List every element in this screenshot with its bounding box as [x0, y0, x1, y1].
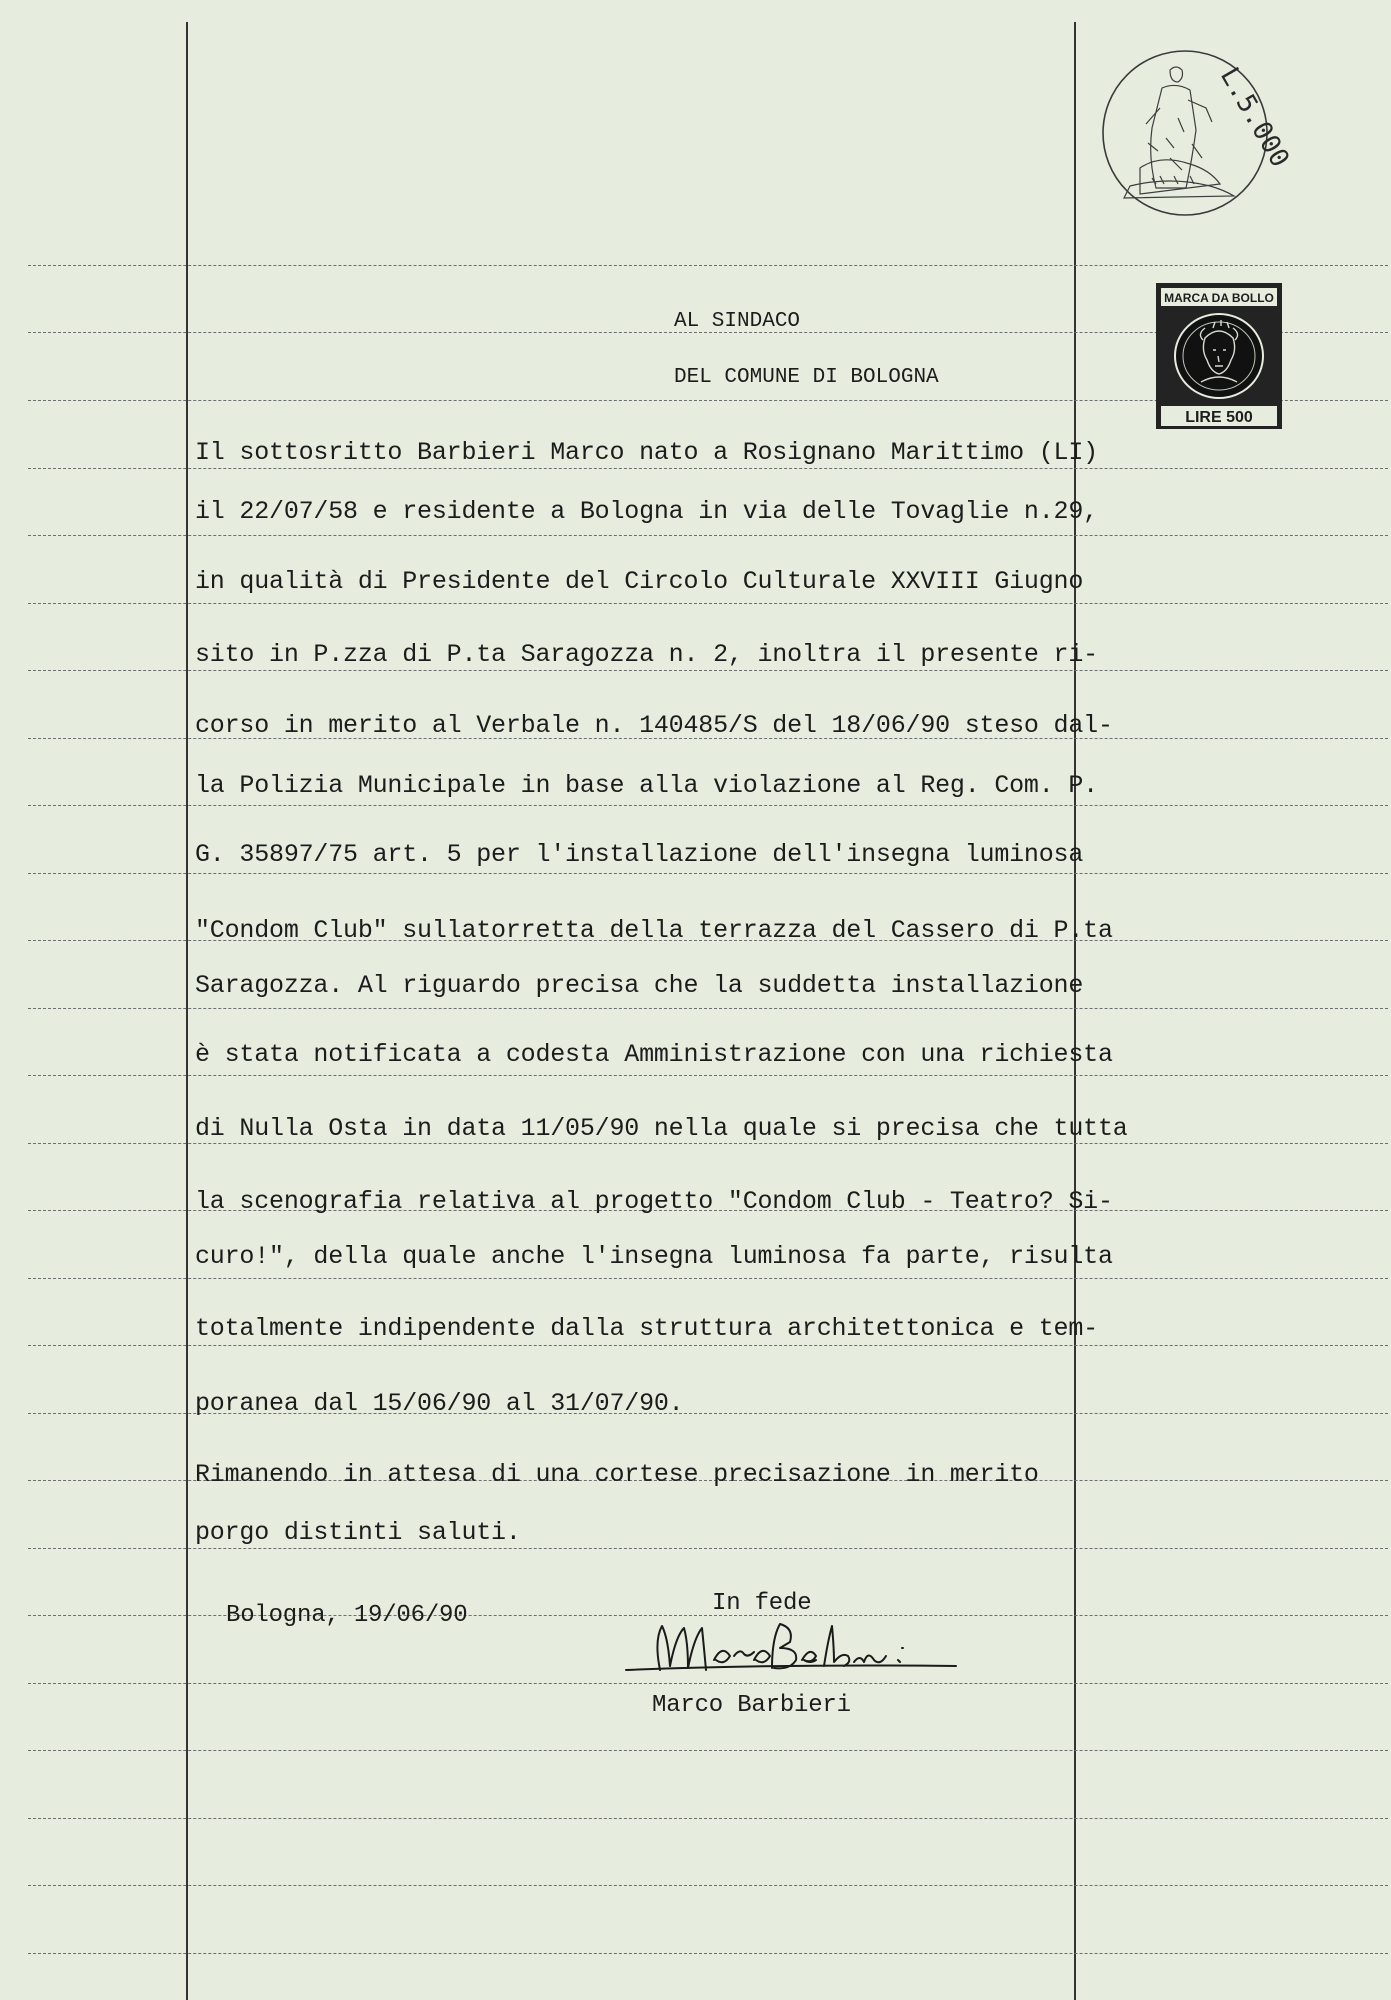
ruled-line	[28, 1548, 1388, 1549]
signer-name: Marco Barbieri	[652, 1692, 851, 1719]
body-line-1: Il sottosritto Barbieri Marco nato a Rosignano Marittimo (LI)	[195, 438, 1098, 467]
recipient-line-1: AL SINDACO	[674, 310, 801, 333]
ruled-line	[28, 1008, 1388, 1009]
marca-da-bollo-stamp	[1155, 282, 1283, 430]
ruled-line	[28, 1278, 1388, 1279]
marca-bollo-value: LIRE 500	[1185, 409, 1253, 426]
ruled-line	[28, 1143, 1388, 1144]
body-line-11: di Nulla Osta in data 11/05/90 nella quale si precisa che tutta	[195, 1114, 1128, 1143]
recipient-line-2: DEL COMUNE DI BOLOGNA	[674, 366, 939, 389]
ruled-line	[28, 1818, 1388, 1819]
place-date: Bologna, 19/06/90	[226, 1602, 468, 1629]
ruled-line	[28, 873, 1388, 874]
ruled-line	[28, 670, 1388, 671]
body-line-16: Rimanendo in attesa di una cortese precisazione in merito	[195, 1460, 1039, 1489]
ruled-line	[28, 805, 1388, 806]
body-line-12: la scenografia relativa al progetto "Condom Club - Teatro? Si-	[195, 1187, 1113, 1216]
body-line-5: corso in merito al Verbale n. 140485/S del 18/06/90 steso dal-	[195, 711, 1113, 740]
ruled-line	[28, 1075, 1388, 1076]
body-line-14: totalmente indipendente dalla struttura architettonica e tem-	[195, 1314, 1098, 1343]
revenue-stamp	[1100, 48, 1295, 218]
body-line-8: "Condom Club" sullatorretta della terrazza del Cassero di P.ta	[195, 916, 1113, 945]
revenue-stamp-value: L.5.000	[1213, 62, 1295, 173]
ruled-line	[28, 468, 1388, 469]
ruled-line	[28, 1885, 1388, 1886]
right-margin-rule	[1074, 22, 1076, 2000]
body-line-15: poranea dal 15/06/90 al 31/07/90.	[195, 1389, 684, 1418]
body-line-2: il 22/07/58 e residente a Bologna in via delle Tovaglie n.29,	[195, 497, 1098, 526]
left-margin-rule	[186, 22, 188, 2000]
handwritten-signature-icon	[622, 1612, 972, 1682]
body-line-9: Saragozza. Al riguardo precisa che la suddetta installazione	[195, 971, 1084, 1000]
ruled-line	[28, 1683, 1388, 1684]
marca-bollo-header: MARCA DA BOLLO	[1164, 291, 1274, 305]
ruled-line	[28, 1750, 1388, 1751]
ruled-line	[28, 535, 1388, 536]
ruled-line	[28, 1953, 1388, 1954]
ruled-line	[28, 1345, 1388, 1346]
in-fede: In fede	[712, 1590, 812, 1617]
body-line-7: G. 35897/75 art. 5 per l'installazione dell'insegna luminosa	[195, 840, 1084, 869]
body-line-3: in qualità di Presidente del Circolo Culturale XXVIII Giugno	[195, 567, 1084, 596]
body-line-4: sito in P.zza di P.ta Saragozza n. 2, inoltra il presente ri-	[195, 640, 1098, 669]
ruled-line	[28, 265, 1388, 266]
body-line-10: è stata notificata a codesta Amministrazione con una richiesta	[195, 1040, 1113, 1069]
allegory-figure-icon	[1124, 67, 1234, 198]
body-line-17: porgo distinti saluti.	[195, 1518, 521, 1547]
body-line-6: la Polizia Municipale in base alla violazione al Reg. Com. P.	[195, 771, 1098, 800]
body-line-13: curo!", della quale anche l'insegna luminosa fa parte, risulta	[195, 1242, 1113, 1271]
ruled-line	[28, 603, 1388, 604]
